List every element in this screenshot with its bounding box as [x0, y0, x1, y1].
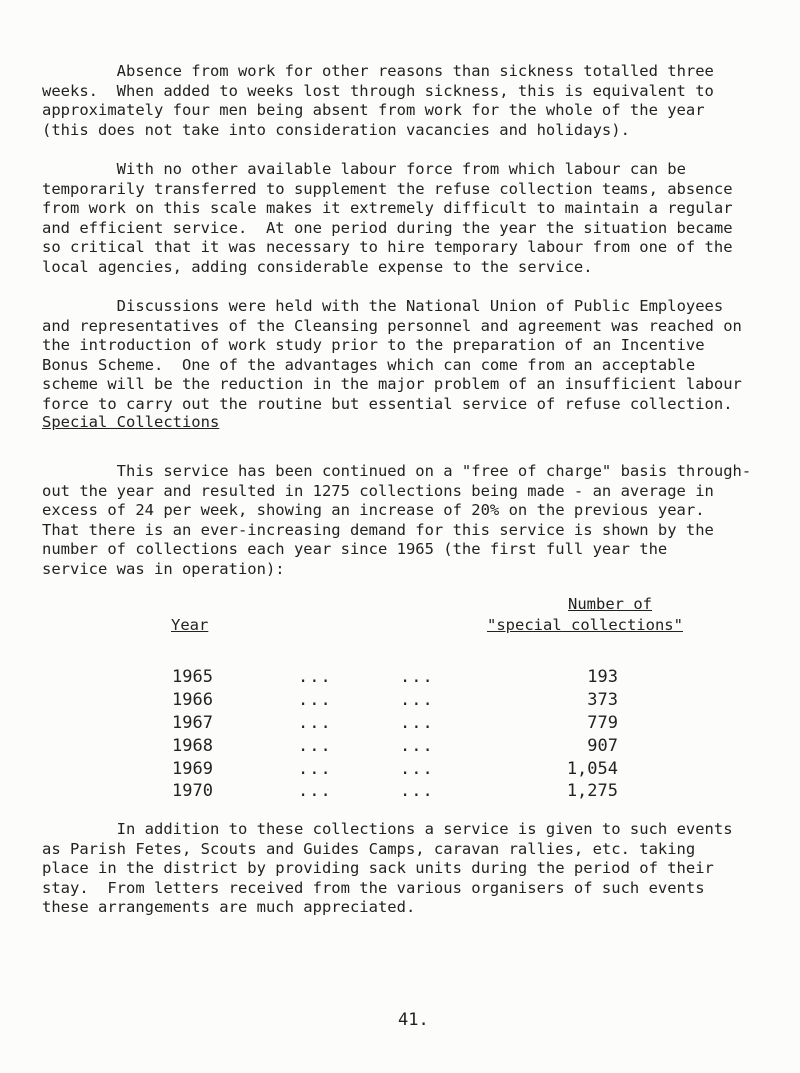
leader-dots: ...: [400, 690, 434, 710]
table-row: [0, 713, 800, 735]
paragraph-absence: Absence from work for other reasons than sickness totalled three weeks. When added to weeks lost through sickness, this is equivalent to approximately four men being absent from work for the whole of the year (this does not take into consideration vacancies and holidays).: [42, 62, 714, 139]
leader-dots: ...: [298, 759, 332, 779]
leader-dots: ...: [400, 667, 434, 687]
table-row: [0, 759, 800, 781]
number-column-header-line1: Number of: [568, 595, 652, 613]
table-row: [0, 667, 800, 689]
year-column-header: Year: [171, 616, 209, 634]
section-heading: Special Collections: [42, 413, 220, 431]
paragraph-discussions: Discussions were held with the National Union of Public Employees and representatives of the Cleansing personnel and agreement was reached on the introduction of work study prior to the preparation of an Incentive Bonus Scheme. One of the advantages which can come from an acceptable scheme will be the reduction in the major problem of an insufficient labour force to carry out the routine but essential service of refuse collection.: [42, 297, 742, 413]
value-cell: 1,275: [566, 781, 618, 801]
year-cell: 1967: [172, 713, 213, 733]
leader-dots: ...: [400, 781, 434, 801]
year-cell: 1968: [172, 736, 213, 756]
leader-dots: ...: [298, 736, 332, 756]
paragraph-labour-force: With no other available labour force from which labour can be temporarily transferred to supplement the refuse collection teams, absence from work on this scale makes it extremely difficult to maintain a regular and efficient service. At one period during the year the situation became so critical that it was necessary to hire temporary labour from one of the local agencies, adding considerable expense to the service.: [42, 160, 733, 276]
year-cell: 1970: [172, 781, 213, 801]
leader-dots: ...: [400, 736, 434, 756]
leader-dots: ...: [400, 759, 434, 779]
table-row: [0, 736, 800, 758]
year-cell: 1965: [172, 667, 213, 687]
value-cell: 907: [587, 736, 618, 756]
table-row: [0, 690, 800, 712]
year-cell: 1966: [172, 690, 213, 710]
leader-dots: ...: [400, 713, 434, 733]
value-cell: 779: [587, 713, 618, 733]
leader-dots: ...: [298, 690, 332, 710]
value-cell: 193: [587, 667, 618, 687]
table-row: [0, 781, 800, 803]
leader-dots: ...: [298, 781, 332, 801]
value-cell: 1,054: [566, 759, 618, 779]
value-cell: 373: [587, 690, 618, 710]
paragraph-events: In addition to these collections a service is given to such events as Parish Fetes, Scouts and Guides Camps, caravan rallies, etc. taking place in the district by providing sack units during the period of their stay. From letters received from the various organisers of such events these arrangements are much appreciated.: [42, 820, 733, 917]
number-column-header-line2: "special collections": [487, 616, 683, 634]
page-number: 41.: [398, 1010, 429, 1030]
leader-dots: ...: [298, 667, 332, 687]
leader-dots: ...: [298, 713, 332, 733]
paragraph-special-collections: This service has been continued on a "free of charge" basis through- out the year and resulted in 1275 collections being made - an average in excess of 24 per week, showing an increase of 20% on the previous year. That there is an ever-increasing demand for this service is shown by the number of collections each year since 1965 (the first full year the service was in operation):: [42, 462, 752, 578]
year-cell: 1969: [172, 759, 213, 779]
